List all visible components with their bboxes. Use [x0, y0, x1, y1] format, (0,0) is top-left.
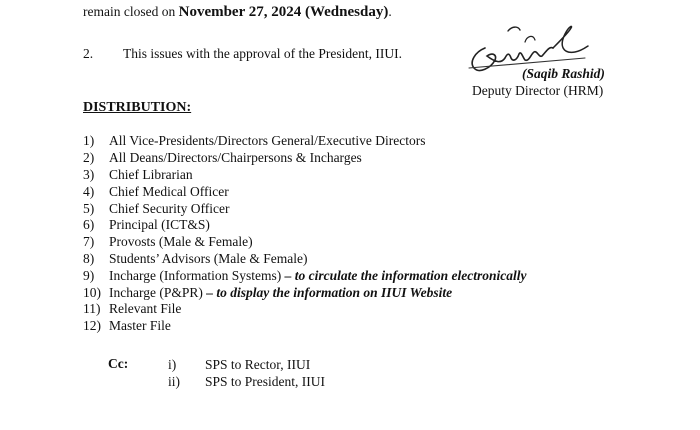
item-text [109, 201, 229, 217]
recipient: Chief Librarian [109, 166, 193, 182]
list-item [83, 318, 526, 335]
cc-list [168, 356, 325, 390]
item-number: 10) [83, 284, 101, 300]
recipient-note: – to circulate the information electronically [284, 267, 527, 283]
recipient: All Vice-Presidents/Directors General/Executive Directors [109, 133, 426, 149]
item-text [109, 234, 253, 250]
closure-suffix: . [388, 4, 392, 19]
list-item [168, 356, 325, 373]
closure-statement [83, 4, 392, 21]
list-item [83, 267, 526, 284]
item-number: 7) [83, 234, 95, 250]
recipient: Chief Security Officer [109, 200, 230, 216]
item-number: 11) [83, 301, 101, 317]
recipient: All Deans/Directors/Chairpersons & Incharges [109, 150, 362, 166]
item-text [109, 301, 181, 317]
list-item [83, 251, 526, 268]
item-number: 2) [83, 150, 95, 166]
list-item [83, 217, 526, 234]
item-number: 12) [83, 318, 101, 334]
list-item [83, 234, 526, 251]
recipient: Students’ Advisors (Male & Female) [109, 250, 308, 266]
item-number: 6) [83, 217, 95, 233]
recipient: Master File [109, 318, 171, 334]
item-number: 5) [83, 200, 95, 216]
list-item [83, 301, 526, 318]
paragraph-number: 2. [83, 46, 94, 61]
item-text [109, 184, 229, 200]
closure-date: November 27, 2024 (Wednesday) [178, 4, 389, 20]
recipient: Provosts (Male & Female) [109, 234, 253, 250]
item-text [109, 318, 171, 334]
item-text [109, 251, 307, 267]
recipient: Relevant File [109, 301, 182, 317]
list-item [83, 133, 526, 150]
list-item [83, 284, 526, 301]
closure-prefix: remain closed on [83, 4, 179, 19]
item-text: SPS to President, IIUI [205, 373, 326, 389]
item-number: 3) [83, 166, 95, 182]
item-text [109, 150, 362, 166]
list-item [83, 200, 526, 217]
item-number: 4) [83, 183, 95, 199]
list-item [83, 167, 526, 184]
item-number: 1) [83, 133, 95, 149]
item-text [109, 217, 210, 233]
recipient: Principal (ICT&S) [109, 217, 210, 233]
distribution-list [83, 133, 526, 335]
list-item [168, 373, 325, 390]
signatory-name: (Saqib Rashid) [522, 66, 605, 81]
list-item [83, 150, 526, 167]
recipient-note: – to display the information on IIUI Website [206, 284, 453, 300]
recipient: Incharge (Information Systems) [109, 267, 285, 283]
item-text [109, 133, 425, 149]
item-text [109, 167, 193, 183]
item-number: ii) [168, 373, 180, 389]
item-number: 9) [83, 267, 95, 283]
recipient: Chief Medical Officer [109, 183, 229, 199]
paragraph-text: This issues with the approval of the President, IIUI. [123, 46, 402, 61]
item-text: SPS to Rector, IIUI [205, 356, 311, 372]
list-item [83, 183, 526, 200]
item-number: 8) [83, 250, 95, 266]
item-text [109, 285, 452, 301]
distribution-heading: DISTRIBUTION: [83, 100, 192, 115]
item-number: i) [168, 356, 177, 372]
signatory-designation: Deputy Director (HRM) [472, 83, 604, 98]
item-text [109, 268, 526, 284]
cc-label: Cc: [108, 356, 129, 371]
recipient: Incharge (P&PR) [109, 284, 207, 300]
